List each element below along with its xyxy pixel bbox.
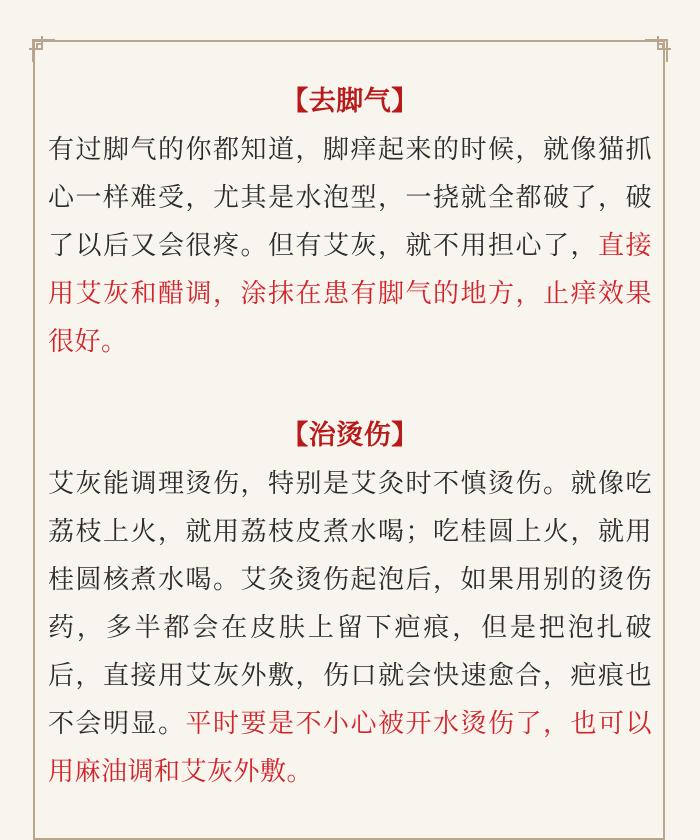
- paragraph-text: 艾灰能调理烫伤，特别是艾灸时不慎烫伤。就像吃荔枝上火，就用荔枝皮煮水喝；吃桂圆上火，就用桂圆核煮水喝。艾灸烫伤起泡后，如果用别的烫伤药，多半都会在皮肤上留下疤痕，但是把泡扎破后，直接用艾灰外敷，伤口就会快速愈合，疤痕也不会明显。: [48, 469, 652, 739]
- section-paragraph: [48, 126, 652, 366]
- section-athletes-foot: [48, 78, 652, 366]
- corner-ornament-icon: [644, 35, 672, 63]
- corner-ornament-icon: [28, 35, 56, 63]
- article-content: [48, 78, 652, 796]
- highlighted-text: 平时要是不小心被开水烫伤了，也可以用麻油调和艾灰外敷。: [48, 709, 652, 787]
- section-heading: 【去脚气】: [281, 86, 419, 117]
- section-paragraph: [48, 460, 652, 796]
- highlighted-text: 直接用艾灰和醋调，涂抹在患有脚气的地方，止痒效果很好。: [48, 231, 652, 357]
- section-burn-treatment: [48, 412, 652, 796]
- section-heading: 【治烫伤】: [281, 420, 419, 451]
- paragraph-text: 有过脚气的你都知道，脚痒起来的时候，就像猫抓心一样难受，尤其是水泡型，一挠就全都破了，破了以后又会很疼。但有艾灰，就不用担心了，: [48, 135, 652, 261]
- section-spacer: [48, 366, 652, 412]
